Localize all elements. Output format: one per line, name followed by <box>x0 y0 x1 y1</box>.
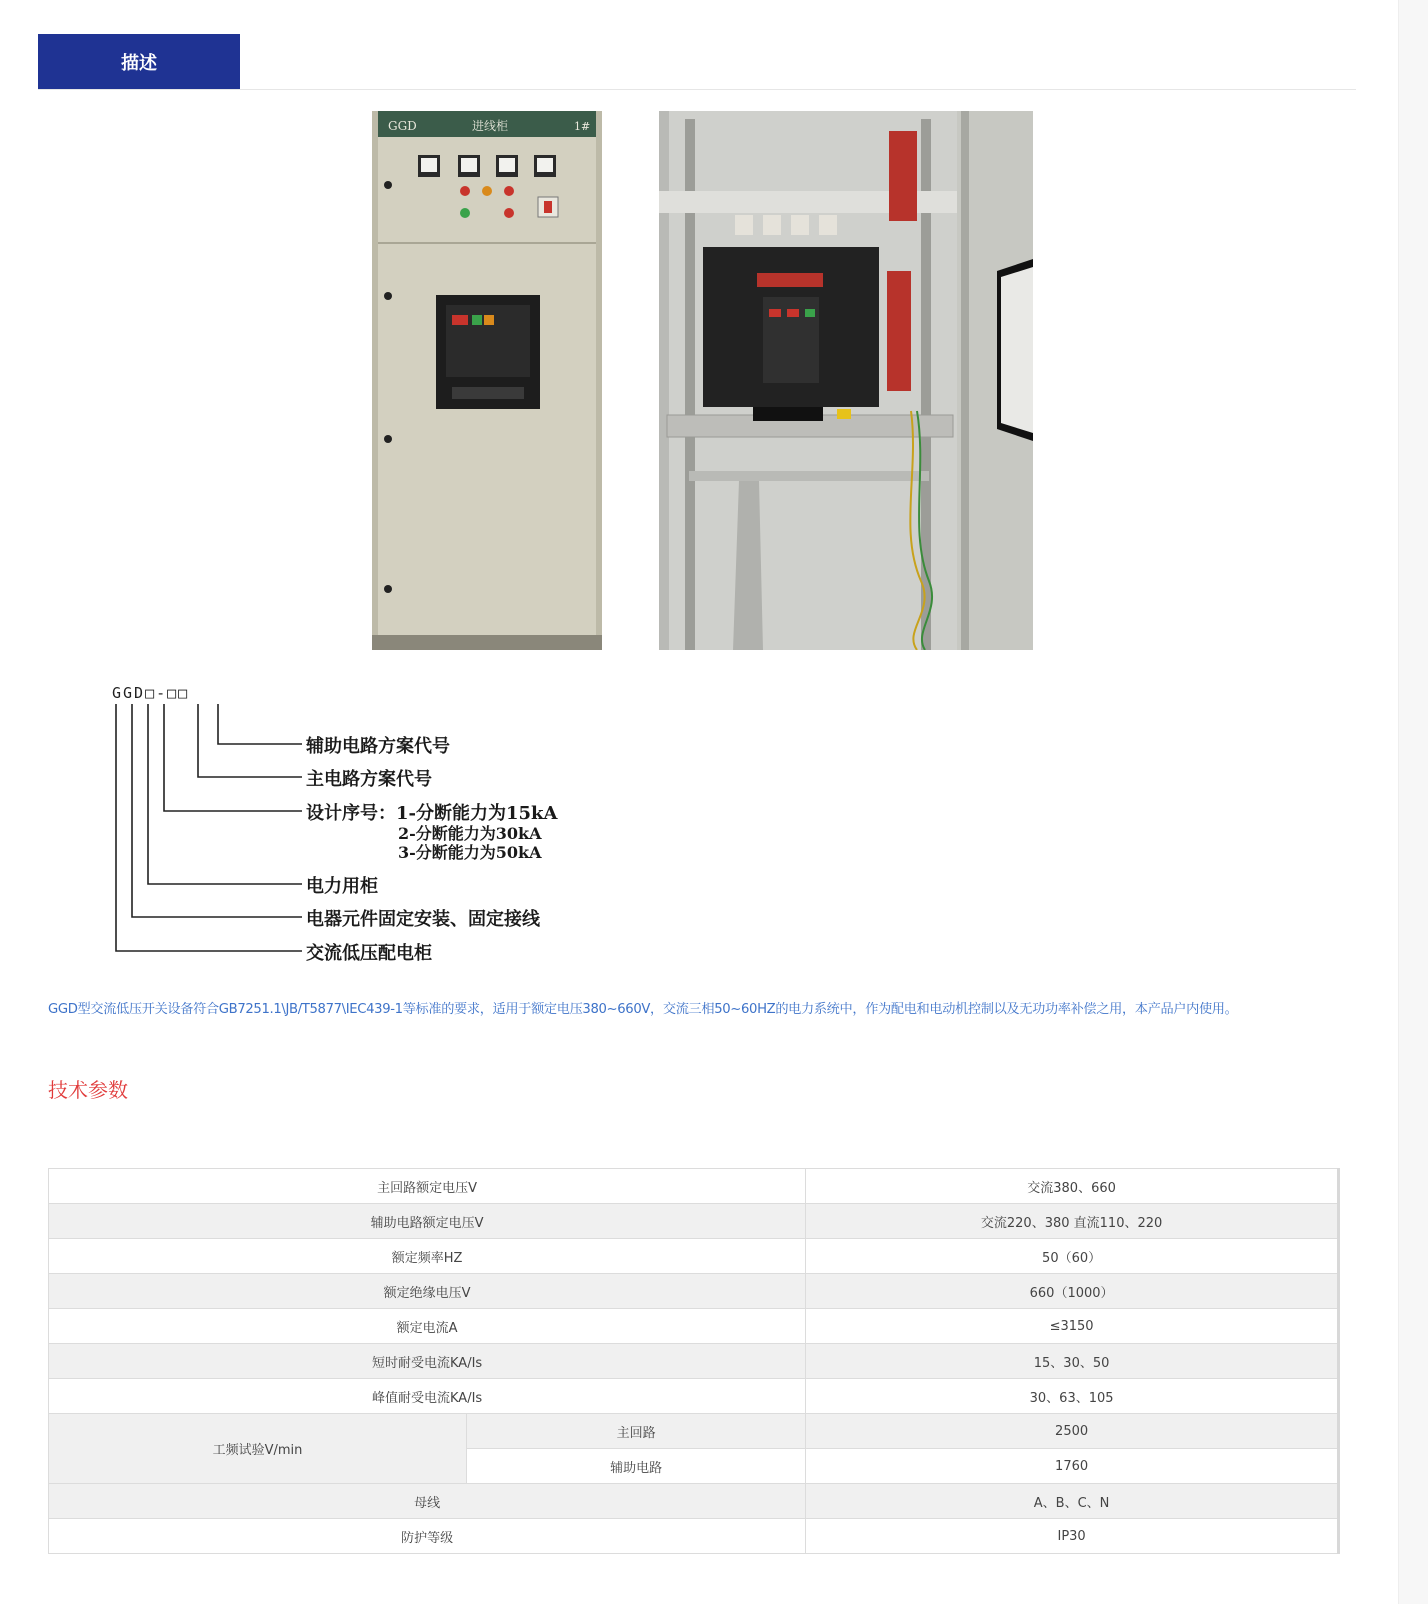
param-value: 交流380、660 <box>806 1169 1339 1204</box>
param-name: 峰值耐受电流KA/Is <box>49 1379 806 1414</box>
panel-label-title: 进线柜 <box>472 119 509 133</box>
table-row <box>49 1239 1339 1274</box>
cabinet-front-drawing <box>372 111 602 650</box>
param-value: ≤3150 <box>806 1309 1339 1344</box>
tab-bar <box>38 34 1356 90</box>
param-name: 工频试验V/min <box>49 1414 467 1484</box>
designation-ac-lv-cabinet: 交流低压配电柜 <box>306 943 432 964</box>
param-name: 短时耐受电流KA/Is <box>49 1344 806 1379</box>
table-row <box>49 1204 1339 1239</box>
tab-description[interactable]: 描述 <box>38 34 240 89</box>
model-code: GGD□-□□ <box>112 684 190 702</box>
designation-main-circuit: 主电路方案代号 <box>306 769 432 790</box>
param-value: IP30 <box>806 1519 1339 1554</box>
param-name: 额定电流A <box>49 1309 806 1344</box>
param-name: 母线 <box>49 1484 806 1519</box>
panel-label-ggd: GGD <box>388 119 417 133</box>
param-name: 额定频率HZ <box>49 1239 806 1274</box>
cabinet-front-photo <box>372 111 602 650</box>
table-row <box>49 1309 1339 1344</box>
table-row <box>49 1484 1339 1519</box>
page-scrollbar-rail[interactable] <box>1398 0 1428 1604</box>
table-row <box>49 1519 1339 1554</box>
designation-power-cabinet: 电力用柜 <box>306 876 378 897</box>
product-intro-text: GGD型交流低压开关设备符合GB7251.1\JB/T5877\IEC439-1等标准的要求，适用于额定电压380~660V，交流三相50~60HZ的电力系统中，作为配电和电动机控制以及无功功率补偿之用，本产品户内使用。 <box>48 1002 1238 1017</box>
designation-design-no-2: 2-分断能力为30kA <box>398 824 542 843</box>
model-designation-diagram <box>106 684 566 966</box>
param-name: 额定绝缘电压V <box>49 1274 806 1309</box>
cabinet-open-drawing <box>659 111 1033 650</box>
param-value: 2500 <box>806 1414 1339 1449</box>
designation-fixed-install: 电器元件固定安装、固定接线 <box>306 909 540 930</box>
table-row <box>49 1169 1339 1204</box>
param-value: 50（60） <box>806 1239 1339 1274</box>
param-value: 交流220、380 直流110、220 <box>806 1204 1339 1239</box>
param-value: 1760 <box>806 1449 1339 1484</box>
table-row <box>49 1379 1339 1414</box>
table-row <box>49 1274 1339 1309</box>
param-value: 15、30、50 <box>806 1344 1339 1379</box>
param-subname: 辅助电路 <box>467 1449 806 1484</box>
tech-params-title: 技术参数 <box>48 1078 128 1102</box>
table-row <box>49 1414 1339 1449</box>
param-value: 30、63、105 <box>806 1379 1339 1414</box>
designation-aux-circuit: 辅助电路方案代号 <box>306 736 450 757</box>
table-row <box>49 1344 1339 1379</box>
cabinet-open-photo <box>659 111 1033 650</box>
param-name: 辅助电路额定电压V <box>49 1204 806 1239</box>
designation-design-no-3: 3-分断能力为50kA <box>398 843 542 862</box>
panel-label-number: 1# <box>574 120 591 133</box>
param-value: 660（1000） <box>806 1274 1339 1309</box>
param-value: A、B、C、N <box>806 1484 1339 1519</box>
param-subname: 主回路 <box>467 1414 806 1449</box>
param-name: 主回路额定电压V <box>49 1169 806 1204</box>
tech-params-table <box>48 1168 1340 1554</box>
param-name: 防护等级 <box>49 1519 806 1554</box>
designation-design-no: 设计序号：1-分断能力为15kA <box>306 803 558 824</box>
